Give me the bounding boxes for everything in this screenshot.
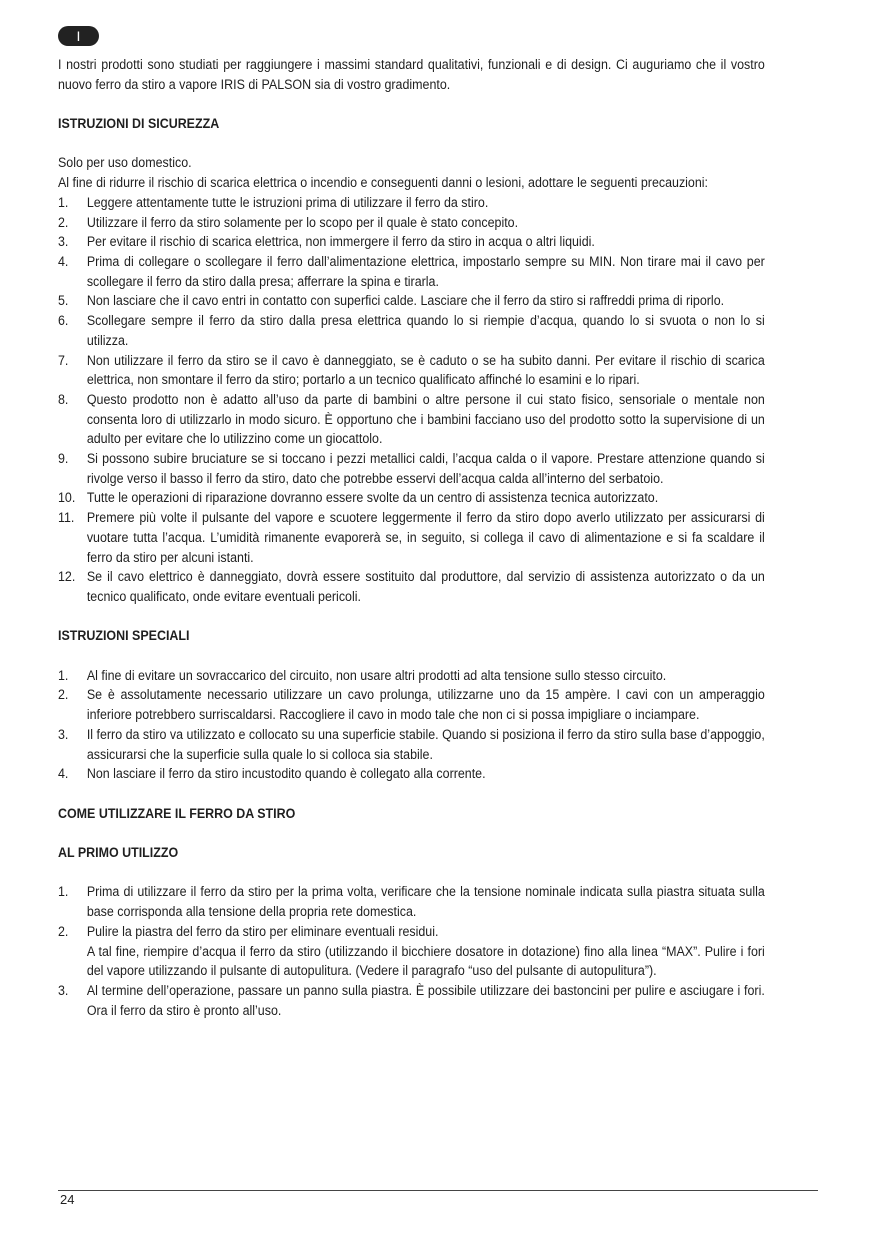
- list-item-text: Si possono subire bruciature se si toccano i pezzi metallici caldi, l’acqua calda o il vapore. Prestare attenzione quando si rivolge verso il basso il ferro da stiro, dato che potrebbe esservi dell’acqua calda all’interno del serbatoio.: [86, 451, 765, 486]
- list-item-number: 6.: [58, 313, 69, 329]
- list-item: [58, 449, 765, 488]
- list-item-text: Il ferro da stiro va utilizzato e collocato su una superficie stabile. Quando si posiziona il ferro da stiro sulla base d’appoggio, assicurarsi che la superficie sulla quale lo si colloca sia stabile.: [86, 726, 765, 762]
- list-item-number: 8.: [58, 391, 69, 407]
- list-item-number: 2.: [58, 687, 69, 703]
- list-item-text: Questo prodotto non è adatto all’uso da parte di bambini o altre persone il cui stato fisico, sensoriale o mentale non consenta loro di utilizzarlo in modo sicuro. È opportuno che i bambini facciano uso del prodotto sotto la supervisione di un adulto per evitare che lo utilizzino come un giocattolo.: [86, 391, 765, 447]
- list-item: [58, 685, 765, 724]
- list-item-number: 7.: [58, 352, 69, 368]
- special-list: [58, 666, 765, 784]
- list-item-text: Non lasciare il ferro da stiro incustodito quando è collegato alla corrente.: [86, 766, 486, 782]
- safety-heading: ISTRUZIONI DI SICUREZZA: [58, 116, 220, 132]
- list-item: [58, 567, 765, 606]
- list-item-text: Se il cavo elettrico è danneggiato, dovrà essere sostituito dal produttore, dal servizio di assistenza autorizzato o da un tecnico qualificato, onde evitare eventuali pericoli.: [86, 569, 765, 604]
- list-item-number: 4.: [58, 766, 69, 782]
- intro-paragraph: I nostri prodotti sono studiati per raggiungere i massimi standard qualitativi, funzionali e di design. Ci auguriamo che il vostro nuovo ferro da stiro a vapore IRIS di PALSON sia di vostro gradimento.: [58, 57, 765, 92]
- list-item-number: 1.: [58, 667, 69, 683]
- list-item-number: 3.: [58, 234, 69, 250]
- list-item-number: 1.: [58, 884, 69, 900]
- list-item-number: 9.: [58, 451, 69, 467]
- list-item: [58, 351, 765, 390]
- list-item-number: 3.: [58, 982, 69, 998]
- list-item: [58, 922, 765, 981]
- page-number: 24: [60, 1192, 75, 1207]
- list-item: [58, 981, 765, 1020]
- first-use-heading: AL PRIMO UTILIZZO: [58, 845, 179, 861]
- list-item: [58, 390, 765, 449]
- list-item-text: Se è assolutamente necessario utilizzare un cavo prolunga, utilizzarne uno da 15 ampère. I cavi con un amperaggio inferiore potrebbero surriscaldarsi. Raccogliere il cavo in modo tale che non ci si possa impigliare o inciampare.: [86, 687, 765, 723]
- usage-heading: COME UTILIZZARE IL FERRO DA STIRO: [58, 805, 296, 821]
- list-item-text: Scollegare sempre il ferro da stiro dalla presa elettrica quando lo si riempie d’acqua, quando lo si svuota o non lo si utilizza.: [86, 313, 765, 348]
- list-item: [58, 882, 765, 921]
- document-body: [58, 55, 765, 1020]
- list-item-text: Non utilizzare il ferro da stiro se il cavo è danneggiato, se è caduto o se ha subito danni. Per evitare il rischio di scarica elettrica, non smontare il ferro da stiro; portarlo a un tecnico qualificato affinché lo esamini e lo ripari.: [86, 352, 765, 388]
- special-heading: ISTRUZIONI SPECIALI: [58, 628, 190, 644]
- language-badge: I: [58, 26, 99, 46]
- footer-divider: [58, 1190, 818, 1191]
- list-item-number: 3.: [58, 726, 69, 742]
- list-item-text: Prima di collegare o scollegare il ferro dall’alimentazione elettrica, impostarlo sempre su MIN. Non tirare mai il cavo per scollegare il ferro da stiro dalla presa; afferrare la spina e tirarla.: [86, 254, 765, 289]
- list-item-text: Per evitare il rischio di scarica elettrica, non immergere il ferro da stiro in acqua o altri liquidi.: [86, 234, 595, 250]
- list-item-number: 2.: [58, 923, 69, 939]
- list-item-text: Al termine dell’operazione, passare un panno sulla piastra. È possibile utilizzare dei bastoncini per pulire e asciugare i fori. Ora il ferro da stiro è pronto all’uso.: [86, 982, 765, 1018]
- list-item: [58, 764, 765, 784]
- list-item: [58, 252, 765, 291]
- list-item: [58, 666, 765, 686]
- list-item: [58, 311, 765, 350]
- safety-list: [58, 193, 765, 607]
- list-item: [58, 213, 765, 233]
- list-item-number: 11.: [58, 510, 75, 526]
- list-item-number: 5.: [58, 293, 69, 309]
- list-item: [58, 488, 765, 508]
- list-item-text: Utilizzare il ferro da stiro solamente per lo scopo per il quale è stato concepito.: [86, 214, 519, 230]
- list-item-text: Prima di utilizzare il ferro da stiro per la prima volta, verificare che la tensione nominale indicata sulla piastra situata sulla base corrisponda alla tensione della propria rete domestica.: [86, 884, 765, 920]
- list-item: [58, 291, 765, 311]
- list-item-text: Al fine di evitare un sovraccarico del circuito, non usare altri prodotti ad alta tensione sullo stesso circuito.: [86, 667, 667, 683]
- first-use-list: [58, 882, 765, 1020]
- list-item-number: 12.: [58, 569, 76, 585]
- list-item-text-continued: A tal fine, riempire d’acqua il ferro da stiro (utilizzando il bicchiere dosatore in dotazione) fino alla linea “MAX”. Pulire i fori del vapore utilizzando il pulsante di autopulitura. (Vedere il paragrafo “uso del pulsante di autopulitura”).: [86, 943, 765, 979]
- list-item: [58, 193, 765, 213]
- list-item: [58, 232, 765, 252]
- list-item-text: Premere più volte il pulsante del vapore e scuotere leggermente il ferro da stiro dopo averlo utilizzato per assicurarsi di vuotare tutta l’acqua. L’umidità rimanente evaporerà se, in seguito, si collega il cavo di alimentazione e si fa scaldare il ferro da stiro per alcuni istanti.: [86, 510, 765, 565]
- safety-paragraph-2: Al fine di ridurre il rischio di scarica elettrica o incendio e conseguenti danni o lesioni, adottare le seguenti precauzioni:: [58, 175, 709, 191]
- list-item-number: 1.: [58, 194, 69, 210]
- list-item-text: Non lasciare che il cavo entri in contatto con superfici calde. Lasciare che il ferro da stiro si raffreddi prima di riporlo.: [86, 293, 725, 309]
- list-item-text: Leggere attentamente tutte le istruzioni prima di utilizzare il ferro da stiro.: [86, 194, 489, 210]
- list-item-text: Tutte le operazioni di riparazione dovranno essere svolte da un centro di assistenza tecnica autorizzato.: [86, 490, 659, 506]
- list-item-number: 10.: [58, 490, 76, 506]
- list-item-number: 2.: [58, 214, 69, 230]
- safety-paragraph-1: Solo per uso domestico.: [58, 155, 192, 171]
- list-item: [58, 508, 765, 567]
- list-item-text: Pulire la piastra del ferro da stiro per eliminare eventuali residui.: [86, 923, 439, 939]
- list-item-number: 4.: [58, 254, 69, 269]
- list-item: [58, 725, 765, 764]
